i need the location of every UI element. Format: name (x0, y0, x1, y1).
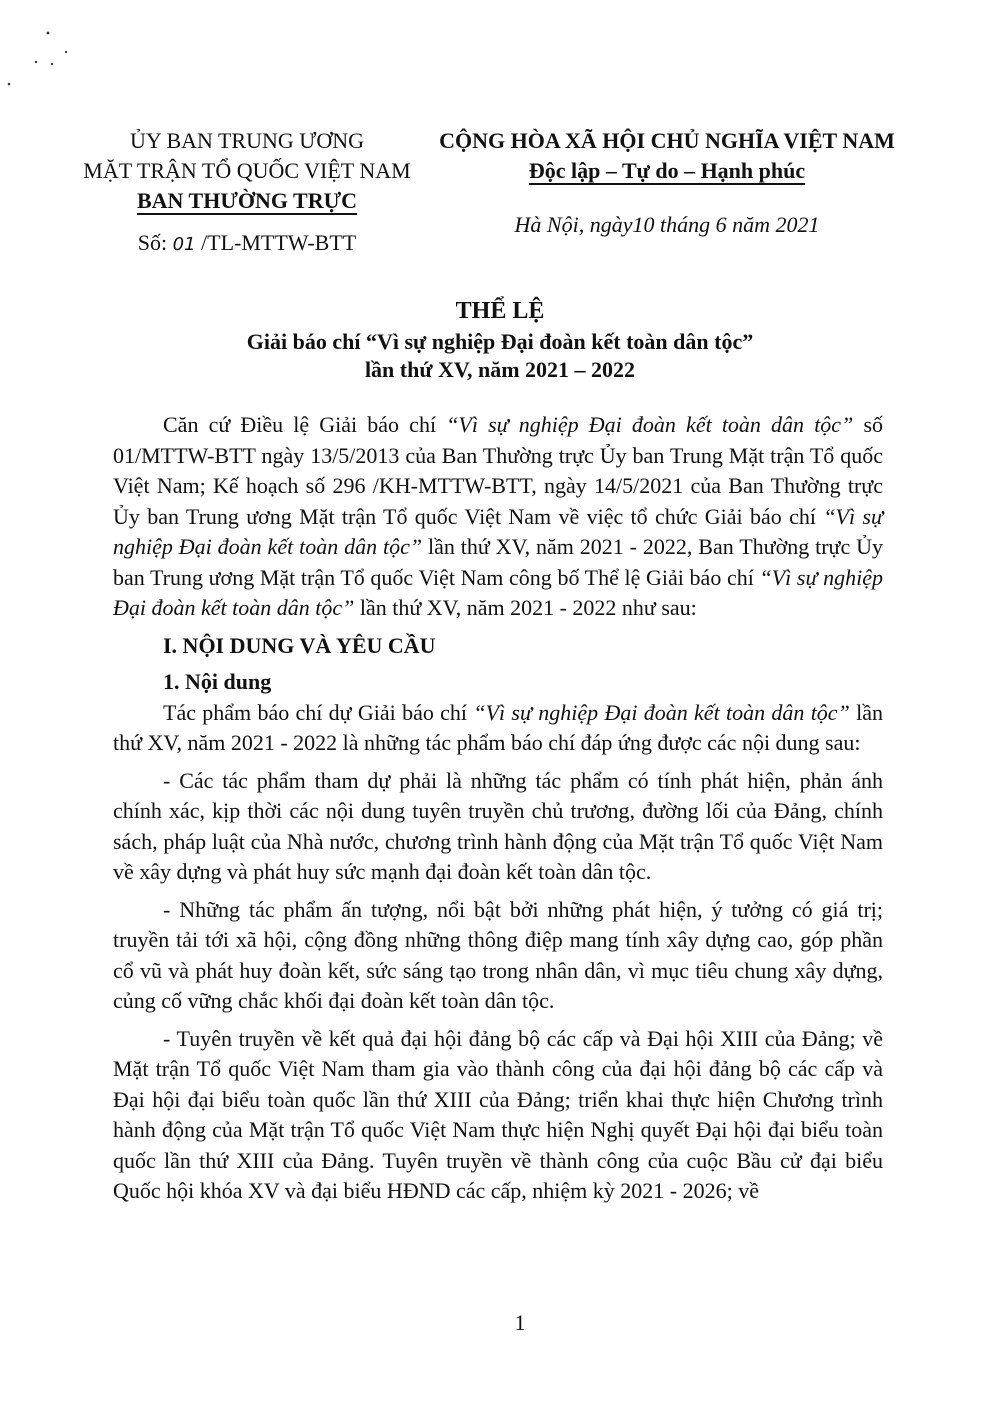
country-name: CỘNG HÒA XÃ HỘI CHỦ NGHĨA VIỆT NAM (439, 128, 895, 153)
doc-number-handwritten: 01 (172, 234, 196, 255)
award-name-italic: “Vì sự nghiệp Đại đoàn kết toàn dân tộc” (113, 503, 883, 559)
agency-line-1: ỦY BAN TRUNG ƯƠNG (129, 128, 365, 153)
title-subtitle-1: Giải báo chí “Vì sự nghiệp Đại đoàn kết toàn dân tộc” (246, 329, 754, 354)
lead-text-a: Tác phẩm báo chí dự Giải báo chí (163, 699, 474, 725)
document-title-block (150, 294, 850, 384)
title-subtitle-2: lần thứ XV, năm 2021 – 2022 (364, 357, 636, 382)
award-name-italic: “Vì sự nghiệp Đại đoàn kết toàn dân tộc” (113, 564, 883, 620)
intro-text-a: Căn cứ Điều lệ Giải báo chí (163, 412, 447, 437)
issuing-agency-block (62, 126, 432, 260)
date-handwritten: 10 (632, 212, 655, 237)
document-number (62, 228, 432, 260)
date-prefix: Hà Nội, ngày (514, 212, 633, 237)
content-item-2: - Những tác phẩm ấn tượng, nổi bật bởi những phát hiện, ý tưởng có giá trị; truyền tải tới xã hội, cộng đồng những thông điệp mang tính xây dựng cao, góp phần cổ vũ và phát huy đoàn kết, sức sáng tạo trong nhân dân, vì mục tiêu chung xây dựng, củng cố vững chắc khối đại đoàn kết toàn dân tộc. (113, 896, 883, 1013)
intro-text-g: lần thứ XV, năm 2021 - 2022 như sau: (354, 595, 697, 620)
content-item-3: - Tuyên truyền về kết quả đại hội đảng bộ các cấp và Đại hội XIII của Đảng; về Mặt trận Tổ quốc Việt Nam tham gia vào thành công của đại hội đảng bộ các cấp và Đại hội đại biểu toàn quốc lần thứ XIII của Đảng; triển khai thực hiện Chương trình hành động của Mặt trận Tổ quốc Việt Nam thực hiện Nghị quyết Đại hội đại biểu toàn quốc lần thứ XIII của Đảng. Tuyên truyền về thành công của cuộc Bầu cử đại biểu Quốc hội khóa XV và đại biểu HĐND các cấp, nhiệm kỳ 2021 - 2026; về (113, 1025, 883, 1203)
section-heading: I. NỘI DUNG VÀ YÊU CẦU (163, 632, 436, 658)
award-name-italic: “Vì sự nghiệp Đại đoàn kết toàn dân tộc” (473, 699, 850, 725)
document-title: THỂ LỆ (455, 298, 545, 324)
subsection-heading: 1. Nội dung (163, 668, 272, 694)
content-lead-paragraph (113, 698, 883, 759)
agency-line-2: MẶT TRẬN TỔ QUỐC VIỆT NAM (83, 158, 411, 183)
agency-line-3: BAN THƯỜNG TRỰC (136, 188, 358, 213)
motto: Độc lập – Tự do – Hạnh phúc (528, 158, 806, 183)
intro-text-e: lần thứ XV, năm 2021 - 2022, Ban Thường trực Ủy ban Trung ương Mặt trận Tổ quốc Việt Nam công bố Thể lệ Giải báo chí (113, 534, 883, 590)
scan-specks (0, 0, 120, 110)
award-name-italic: “Vì sự nghiệp Đại đoàn kết toàn dân tộc” (446, 412, 854, 437)
page-number: 1 (514, 1310, 526, 1335)
issue-date (432, 212, 902, 238)
lead-text-c: lần thứ XV, năm 2021 - 2022 là những tác phẩm báo chí đáp ứng được các nội dung sau: (113, 699, 883, 755)
content-item-1: - Các tác phẩm tham dự phải là những tác phẩm có tính phát hiện, phản ánh chính xác, kịp thời các nội dung tuyên truyền chủ trương, đường lối của Đảng, chính sách, pháp luật của Nhà nước, chương trình hành động của Mặt trận Tổ quốc Việt Nam về xây dựng và phát huy sức mạnh đại đoàn kết toàn dân tộc. (113, 767, 883, 884)
intro-text-c: số 01/MTTW-BTT ngày 13/5/2013 của Ban Thường trực Ủy ban Trung Mặt trận Tổ quốc Việt Nam; Kế hoạch số 296 /KH-MTTW-BTT, ngày 14/5/2021 của Ban Thường trực Ủy ban Trung ương Mặt trận Tổ quốc Việt Nam về việc tổ chức Giải báo chí (113, 412, 884, 529)
national-motto-block (432, 126, 902, 186)
document-body (113, 410, 883, 1207)
doc-number-suffix: /TL-MTTW-BTT (195, 230, 357, 255)
date-suffix: tháng 6 năm 2021 (654, 212, 820, 237)
intro-paragraph (113, 410, 883, 624)
doc-number-prefix: Số: (137, 230, 173, 255)
